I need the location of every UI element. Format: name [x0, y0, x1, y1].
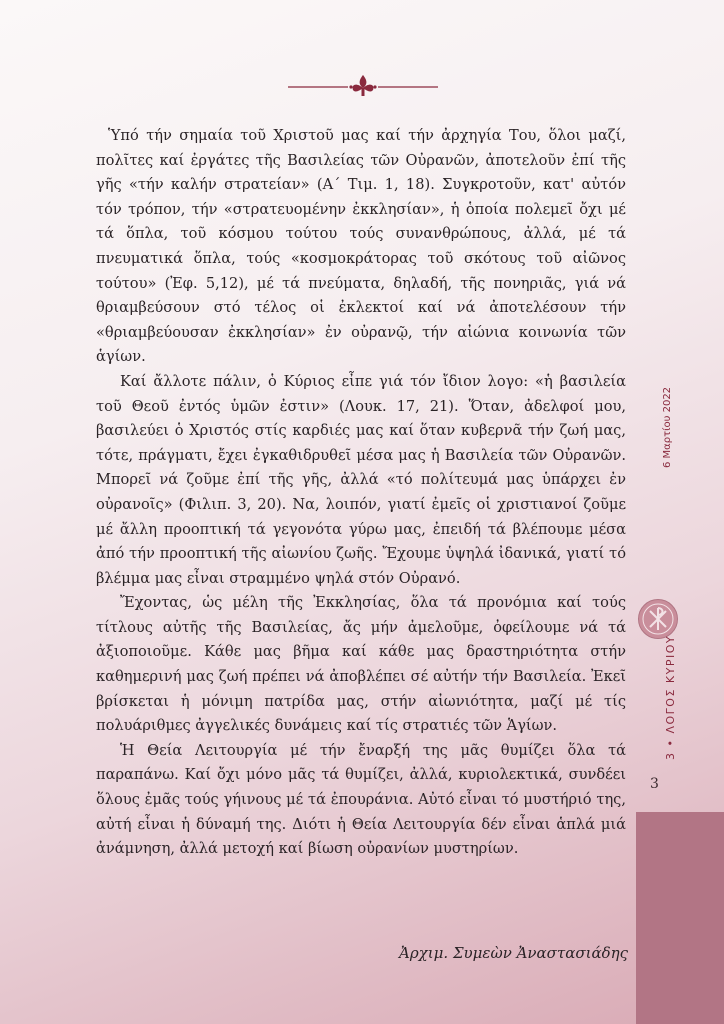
- article-paragraph: Ἔχοντας, ὡς μέλη τῆς Ἐκκλησίας, ὅλα τά προνόμια καί τούς τίτλους αὐτῆς τῆς Βασιλείας, ἄς μήν ἀμελοῦμε, ὀφείλουμε νά τά ἀξιοποιοῦμε. Κάθε μας βῆμα καί κάθε μας δραστηριότητα στήν καθημερινή μας ζωή πρέπει νά ἀποβλέπει σέ αὐτήν τήν Βασιλεία. Ἐκεῖ βρίσκεται ἡ μόνιμη πατρίδα μας, στήν αἰωνιότητα, μαζί μέ τίς πολυάριθμες ἀγγελικές δυνάμεις καί τίς στρατιές τῶν Ἁγίων.: [96, 594, 626, 735]
- issue-date: 6 Μαρτίου 2022: [662, 386, 673, 468]
- article-paragraph: Ὑπό τήν σημαία τοῦ Χριστοῦ μας καί τήν ἀρχηγία Του, ὅλοι μαζί, πολῖτες καί ἐργάτες τῆς Βασιλείας τῶν Οὐρανῶν, ἀποτελοῦν ἐπί τῆς γῆς «τήν καλήν στρατείαν» (Α΄ Τιμ. 1, 18). Συγκροτοῦν, κατ' αὐτόν τόν τρόπον, τήν «στρατευομένην ἐκκλησίαν», ἡ ὁποία πολεμεῖ ὄχι μέ τά ὅπλα, τοῦ κόσμου τούτου τούς συνανθρώπους, ἀλλά, μέ τά πνευματικά ὅπλα, τούς «κοσμοκράτορας τοῦ σκότους τοῦ αἰῶνος τούτου» (Ἐφ. 5,12), μέ τά πνεύματα, δηλαδή, τῆς πονηριᾶς, γιά νά θριαμβεύσουν στό τέλος οἱ ἐκλεκτοί καί νά ἀποτελέσουν τήν «θριαμβεύουσαν ἐκκλησίαν» ἐν οὐρανῷ, τήν αἰώνια κοινωνία τῶν ἁγίων.: [96, 127, 626, 366]
- publication-title: 3 • ΛΟΓΟΣ ΚΥΡΙΟΥ: [664, 634, 677, 760]
- fleur-ornament-icon: [288, 74, 438, 98]
- article-paragraph: Καί ἄλλοτε πάλιν, ὁ Κύριος εἶπε γιά τόν ἴδιον λογο: «ἡ βασιλεία τοῦ Θεοῦ ἐντός ὑμῶν ἐστιν» (Λουκ. 17, 21). Ὅταν, ἀδελφοί μου, βασιλεύει ὁ Χριστός στίς καρδιές μας καί ὅταν κυβερνᾶ τήν ζωή μας, τότε, πράγματι, ἔχει ἐγκαθιδρυθεῖ μέσα μας ἡ Βασιλεία τῶν Οὐρανῶν. Μπορεῖ νά ζοῦμε ἐπί τῆς γῆς, ἀλλά «τό πολίτευμά μας ὑπάρχει ἐν οὐρανοῖς» (Φιλιπ. 3, 20). Να, λοιπόν, γιατί ἐμεῖς οἱ χριστιανοί ζοῦμε μέ ἄλλη προοπτική τά γεγονότα γύρω μας, ἐπειδή τά βλέπουμε μέσα ἀπό τήν προοπτική τῆς αἰωνίου ζωῆς. Ἔχουμε ὑψηλά ἰδανικά, γιατί τό βλέμμα μας εἶναι στραμμένο ψηλά στόν Οὐρανό.: [96, 372, 626, 587]
- article-paragraph: Ἡ Θεία Λειτουργία μέ τήν ἔναρξή της μᾶς θυμίζει ὅλα τά παραπάνω. Καί ὄχι μόνο μᾶς τά θυμίζει, ἀλλά, κυριολεκτικά, συνδέει ὅλους ἐμᾶς τούς γήινους μέ τά ἐπουράνια. Αὐτό εἶναι τό μυστήριό της, αὐτή εἶναι ἡ δύναμή της. Διότι ἡ Θεία Λειτουργία δέν εἶναι ἁπλά μιά ἀνάμνηση, ἀλλά μετοχή καί βίωση οὐρανίων μυστηρίων.: [96, 741, 626, 858]
- page-number: 3: [650, 776, 659, 792]
- author-signature: Ἀρχιμ. Συμεὼν Ἀναστασιάδης: [399, 944, 628, 962]
- sidebar-color-block: [636, 812, 724, 1024]
- article-body: [96, 124, 626, 862]
- chi-rho-emblem-icon: [638, 599, 678, 639]
